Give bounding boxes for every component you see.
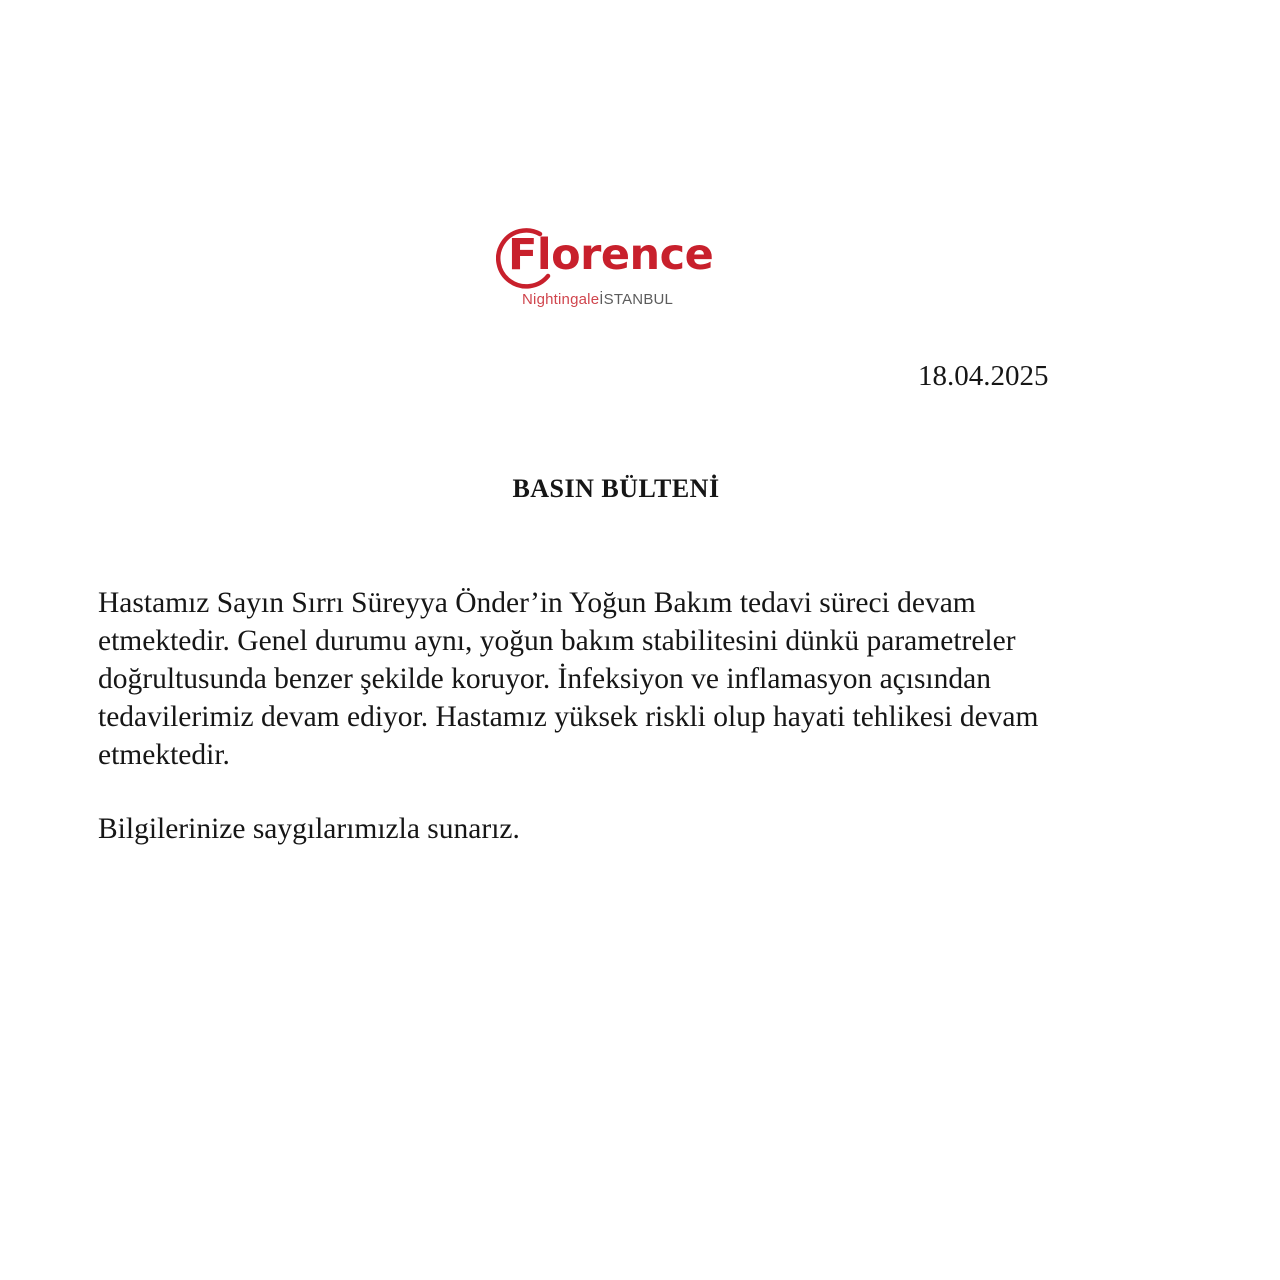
body-paragraph <box>98 584 1158 774</box>
body-line: Hastamız Sayın Sırrı Süreyya Önder’in Yoğun Bakım tedavi süreci devam <box>98 587 976 619</box>
logo-title: Florence <box>508 230 714 280</box>
logo-subtitle-istanbul: İSTANBUL <box>599 291 674 308</box>
document-date: 18.04.2025 <box>918 360 1049 392</box>
document-heading: BASIN BÜLTENİ <box>512 474 720 503</box>
logo-subtitle <box>522 292 673 307</box>
body-line: etmektedir. <box>98 739 230 771</box>
hospital-logo <box>496 226 746 316</box>
logo-subtitle-nightingale: Nightingale <box>522 291 600 308</box>
body-line: doğrultusunda benzer şekilde koruyor. İnfeksiyon ve inflamasyon açısından <box>98 663 991 695</box>
body-line: tedavilerimiz devam ediyor. Hastamız yüksek riskli olup hayati tehlikesi devam <box>98 701 1039 733</box>
body-line: etmektedir. Genel durumu aynı, yoğun bakım stabilitesini dünkü parametreler <box>98 625 1016 657</box>
closing-line: Bilgilerinize saygılarımızla sunarız. <box>98 813 520 845</box>
